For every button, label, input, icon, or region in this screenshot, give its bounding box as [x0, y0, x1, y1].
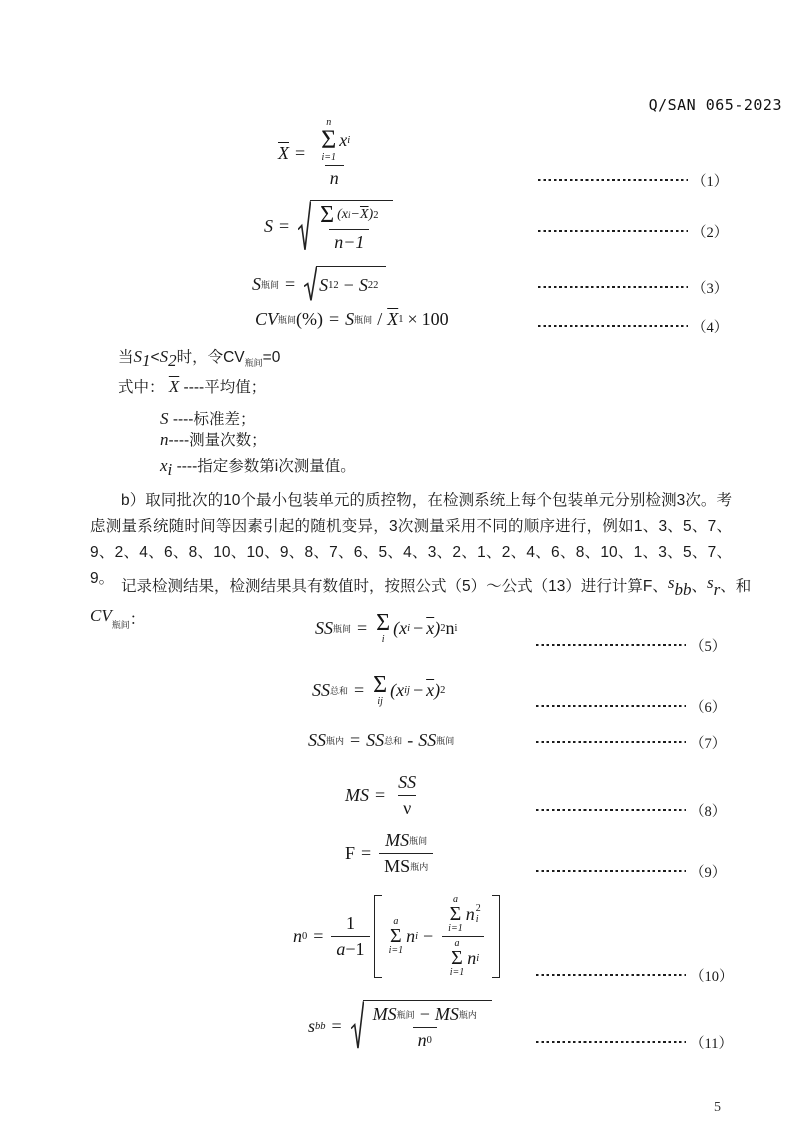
where-line-3: n----测量次数； — [160, 430, 267, 449]
where-label: 式中： — [118, 379, 165, 396]
where-line-2: S ----标准差； — [160, 409, 256, 428]
equation-number: （2） — [692, 224, 729, 241]
paragraph-item-b: b）取同批次的10个最小包装单元的质控物，在检测系统上每个包装单元分别检测3次。考虑测量系统随时间等因素引起的随机变异，3次测量采用不同的顺序进行，例如1、3、5、7、9、2、4、6、8、10、10、9、8、7、6、5、4、3、2、1、2、4、6、8、10、1、3、5、7、9。 — [90, 492, 732, 587]
equation-number: （11） — [690, 1035, 733, 1052]
equals-sign: = — [350, 730, 361, 750]
equals-sign: = — [361, 843, 372, 863]
dotted-leader — [536, 644, 686, 647]
equation-9: F = MS 瓶间 MS 瓶内 — [345, 830, 435, 877]
fraction: a Σ i=1 n 2 i a Σ i=1 n i — [440, 895, 486, 978]
cv-symbol: CV — [90, 606, 112, 625]
equation-1 — [278, 118, 357, 189]
s-bb-symbol: s — [667, 573, 675, 592]
symbol-xi: x — [160, 456, 168, 475]
fraction: n Σ i=1 x i n — [321, 117, 351, 188]
equation-10: n 0 = 1 a −1 a Σ i=1 n i − a Σ i=1 n 2 i a Σ i=1 n i — [293, 895, 500, 978]
equation-number: （9） — [690, 864, 727, 881]
square-root: S 1 2 − S 2 2 — [304, 266, 386, 303]
sigma-symbol: Σ — [390, 925, 402, 947]
minus-sign: - — [407, 730, 414, 750]
minus-sign: − — [419, 1004, 430, 1024]
equation-4: CV 瓶间 (%) = S 瓶间 / $\overline{X}$ 1 × 100 — [255, 309, 449, 329]
equation-4-ref — [538, 319, 729, 336]
equation-6: SS 总和 = Σ ij (x ij − $\overline{x}$ ) 2 — [312, 672, 446, 707]
where-line-1: 式中： $\overline{X}$ ----平均值； — [118, 377, 267, 396]
summation: n Σ i=1 — [321, 117, 337, 163]
equation-number: （4） — [692, 319, 729, 336]
equation-number: （6） — [690, 699, 727, 716]
equation-8-ref — [536, 803, 727, 820]
left-bracket — [374, 895, 382, 978]
right-bracket — [492, 895, 500, 978]
symbol-s: S — [160, 409, 169, 428]
equals-sign: = — [375, 785, 386, 805]
dotted-leader — [538, 179, 688, 182]
sigma-symbol: Σ — [373, 672, 388, 698]
dotted-leader — [538, 286, 688, 289]
equals-sign: = — [313, 926, 324, 946]
equation-3-ref — [538, 280, 729, 297]
minus-sign: − — [423, 926, 434, 946]
s-r-symbol: s — [706, 573, 714, 592]
equation-number: （5） — [690, 638, 727, 655]
sigma-symbol: Σ — [449, 903, 462, 925]
dotted-leader — [536, 741, 686, 744]
fraction: $\frac{SS}{\nu}$ — [398, 772, 417, 818]
sub-sup-stack: 2 i — [475, 903, 481, 925]
equation-1-ref — [538, 173, 729, 190]
equation-6-ref — [536, 699, 727, 716]
equation-7-ref — [536, 735, 727, 752]
condition-note: 当S1<S2时，令$CV_{瓶间}=0$ — [118, 347, 281, 370]
equation-number: （8） — [690, 803, 727, 820]
equals-sign: = — [331, 1015, 342, 1036]
summation: Σ i — [376, 610, 391, 645]
dotted-leader — [536, 1041, 686, 1044]
equation-11-ref — [536, 1035, 733, 1052]
sigma-symbol: Σ — [321, 125, 337, 154]
equation-2-ref — [538, 224, 729, 241]
times-sign: × — [407, 309, 418, 329]
divide-sign: / — [377, 309, 383, 329]
dotted-leader — [536, 809, 686, 812]
summation: a Σ i=1 — [449, 938, 465, 978]
dotted-leader — [536, 974, 686, 977]
dotted-leader — [536, 705, 686, 708]
document-number: Q/SAN 065-2023 — [648, 96, 782, 114]
fraction: Σ (x i − $\overline{X}$ ) 2 n−1 — [320, 202, 379, 252]
equals-sign: = — [295, 142, 306, 163]
dotted-leader — [538, 230, 688, 233]
square-root — [351, 1000, 492, 1052]
equation-9-ref — [536, 864, 727, 881]
equation-3: S 瓶间 = S 1 2 − S 2 2 — [252, 266, 386, 303]
square-root — [298, 200, 393, 254]
equation-5: SS 瓶间 = Σ i (x i − $\overline{x}$ ) 2 n i — [315, 610, 458, 645]
equals-sign: = — [329, 309, 340, 329]
summation: a Σ i=1 — [448, 894, 463, 934]
equals-sign: = — [279, 216, 290, 237]
equation-number: （7） — [690, 735, 727, 752]
dotted-leader — [536, 870, 686, 873]
fraction: 1 a −1 — [331, 913, 369, 960]
equation-10-ref — [536, 968, 734, 985]
equation-11: s bb = MS 瓶间 − MS 瓶内 n 0 — [308, 1000, 492, 1052]
equals-sign: = — [357, 617, 368, 638]
equation-7: SS 瓶内 = SS 总和 - SS 瓶间 — [308, 730, 455, 750]
equation-number: （10） — [690, 968, 734, 985]
sigma-symbol: Σ — [376, 610, 391, 636]
symbol-n: n — [160, 430, 169, 449]
dotted-leader — [538, 325, 688, 328]
equation-number: （1） — [692, 173, 729, 190]
xbar-symbol: $\overline{X}$ — [278, 142, 289, 163]
page-number: 5 — [714, 1100, 721, 1115]
equation-2: S = Σ (x i − $\overline{X}$ ) 2 n−1 — [264, 200, 393, 254]
summation: a Σ i=1 — [388, 916, 404, 956]
sigma-symbol: Σ — [320, 202, 335, 228]
summation: Σ ij — [373, 672, 388, 707]
symbol-xbar: $\overline{X}$ — [168, 377, 180, 396]
equation-5-ref — [536, 638, 727, 655]
where-line-4: xi ----指定参数第i次测量值。 — [160, 456, 356, 479]
equation-number: （3） — [692, 280, 729, 297]
fraction: MS 瓶间 − MS 瓶内 n 0 — [372, 1004, 477, 1050]
paragraph-record: 记录检测结果，检测结果具有数值时，按照公式（5）～公式（13）进行计算F、sbb、sr、和$CV_{瓶间}$： — [90, 573, 752, 630]
fraction: MS 瓶间 MS 瓶内 — [379, 830, 433, 877]
sigma-symbol: Σ — [451, 947, 463, 969]
equals-sign: = — [354, 679, 365, 700]
equals-sign: = — [285, 274, 296, 295]
equation-8: MS = $\frac{SS}{\nu}$ — [345, 772, 423, 819]
